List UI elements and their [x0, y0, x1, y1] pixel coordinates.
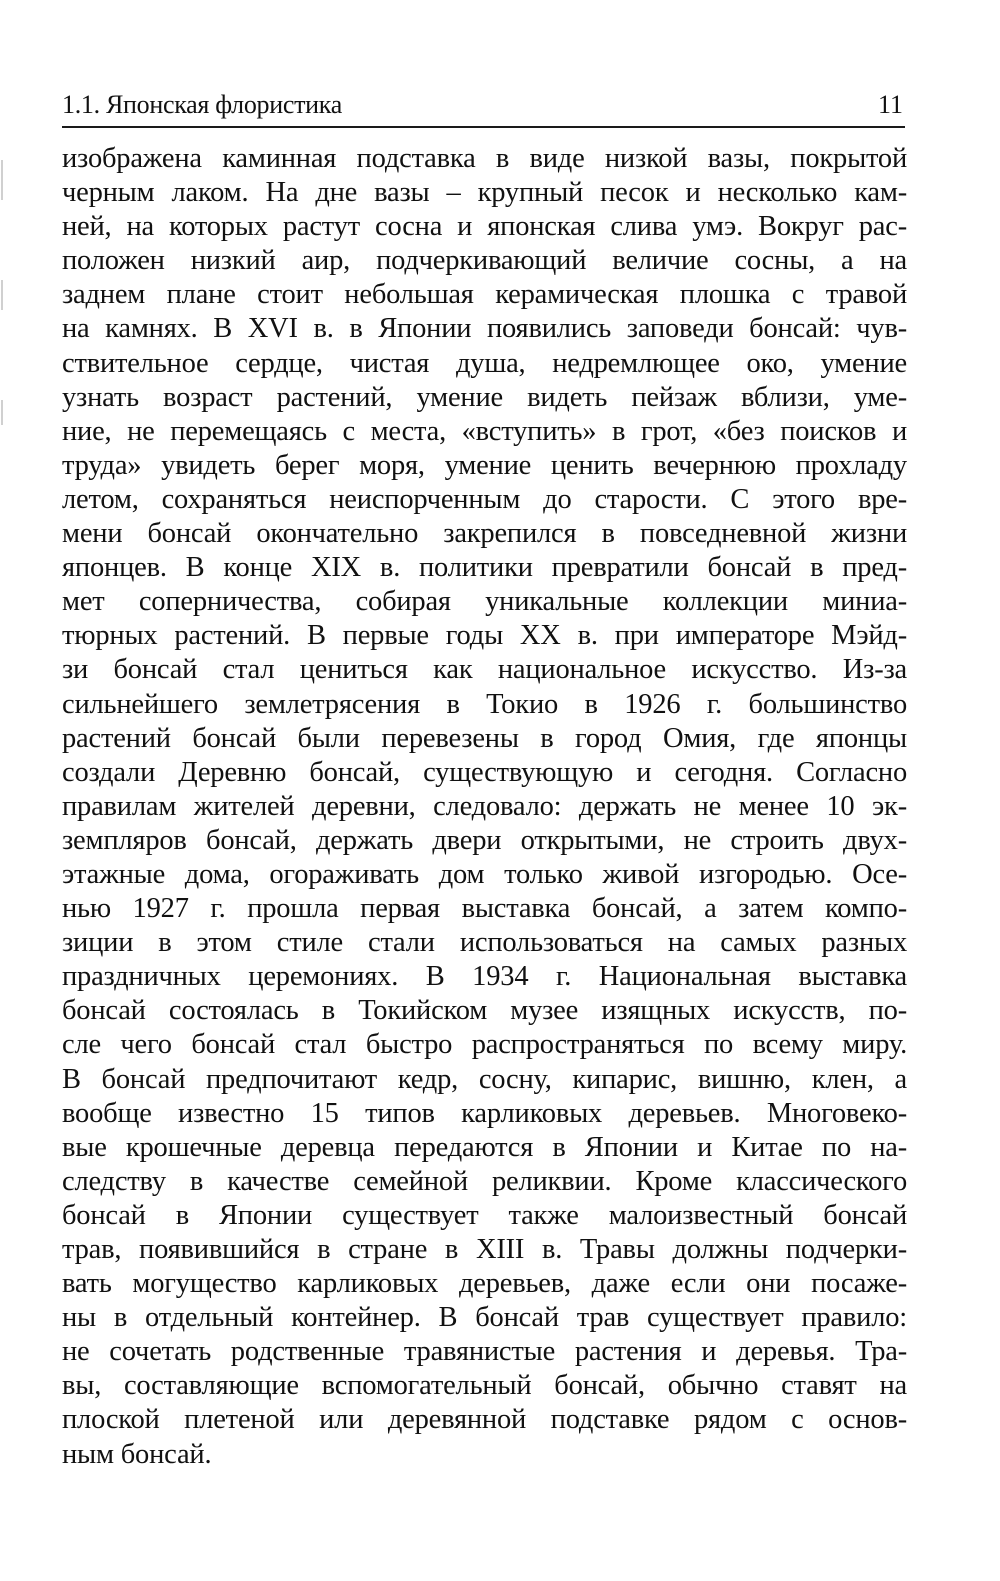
text-line: земпляров бонсай, держать двери открытыми, не строить двух-: [62, 824, 907, 856]
text-line: мени бонсай окончательно закрепился в повседневной жизни: [62, 518, 907, 550]
text-line: летом, сохраняться неиспорченным до старости. С этого вре-: [62, 483, 907, 515]
text-line: создали Деревню бонсай, существующую и сегодня. Согласно: [62, 756, 907, 788]
text-line: изображена каминная подставка в виде низкой вазы, покрытой: [62, 143, 907, 174]
text-line: черным лаком. На дне вазы – крупный песок и несколько кам-: [62, 177, 907, 209]
text-line: трав, появившийся в стране в XIII в. Травы должны подчерки-: [62, 1234, 907, 1265]
text-line: вы, составляющие вспомогательный бонсай, обычно ставят на: [62, 1370, 907, 1402]
text-line: ней, на которых растут сосна и японская слива умэ. Вокруг рас-: [62, 211, 907, 243]
text-line: бонсай в Японии существует также малоизвестный бонсай: [62, 1199, 907, 1231]
text-line: вообще известно 15 типов карликовых деревьев. Многовеко-: [62, 1097, 907, 1129]
text-line: узнать возраст растений, умение видеть пейзаж вблизи, уме-: [62, 381, 907, 413]
text-line: В бонсай предпочитают кедр, сосну, кипарис, вишню, клен, а: [62, 1063, 907, 1095]
text-line: ным бонсай.: [62, 1438, 212, 1470]
text-line: не сочетать родственные травянистые растения и деревья. Тра-: [62, 1336, 907, 1368]
text-line: японцев. В конце XIX в. политики превратили бонсай в пред-: [62, 552, 907, 584]
text-line: правилам жителей деревни, следовало: держать не менее 10 эк-: [62, 790, 907, 822]
text-line: труда» увидеть берег моря, умение ценить вечернюю прохладу: [62, 449, 907, 481]
text-line: зи бонсай стал цениться как национальное искусство. Из-за: [62, 654, 907, 686]
text-line: ны в отдельный контейнер. В бонсай трав существует правило:: [62, 1302, 907, 1334]
text-line: праздничных церемониях. В 1934 г. Национальная выставка: [62, 961, 907, 993]
chapter-title: 1.1. Японская флористика: [62, 90, 342, 119]
text-line: растений бонсай были перевезены в город Омия, где японцы: [62, 722, 907, 754]
page-number: 11: [877, 90, 903, 119]
text-line: сильнейшего землетрясения в Токио в 1926 г. большинство: [62, 688, 907, 720]
text-line: нью 1927 г. прошла первая выставка бонсай, а затем компо-: [62, 893, 907, 925]
text-line: бонсай состоялась в Токийском музее изящных искусств, по-: [62, 995, 907, 1027]
text-line: на камнях. В XVI в. в Японии появились заповеди бонсай: чув-: [62, 313, 907, 345]
text-line: следству в качестве семейной реликвии. Кроме классического: [62, 1165, 907, 1197]
text-line: этажные дома, огораживать дом только живой изгородью. Осе-: [62, 858, 907, 890]
text-line: зиции в этом стиле стали использоваться на самых разных: [62, 927, 907, 959]
text-line: вые крошечные деревца передаются в Японии и Китае по на-: [62, 1131, 907, 1163]
body-text: [62, 142, 907, 1472]
text-line: мет соперничества, собирая уникальные коллекции миниа-: [62, 586, 907, 618]
scan-edge-marks: [0, 160, 6, 460]
text-line: ние, не перемещаясь с места, «вступить» в грот, «без поисков и: [62, 415, 907, 447]
running-head: [62, 86, 905, 128]
text-line: тюрных растений. В первые годы XX в. при императоре Мэйд-: [62, 620, 907, 652]
text-line: сле чего бонсай стал быстро распространяться по всему миру.: [62, 1029, 907, 1061]
text-line: ствительное сердце, чистая душа, недремлющее око, умение: [62, 347, 907, 379]
text-line: положен низкий аир, подчеркивающий величие сосны, а на: [62, 245, 907, 277]
text-line: вать могущество карликовых деревьев, даже если они посаже-: [62, 1268, 907, 1300]
text-line: плоской плетеной или деревянной подставке рядом с основ-: [62, 1404, 907, 1436]
text-line: заднем плане стоит небольшая керамическая плошка с травой: [62, 279, 907, 311]
